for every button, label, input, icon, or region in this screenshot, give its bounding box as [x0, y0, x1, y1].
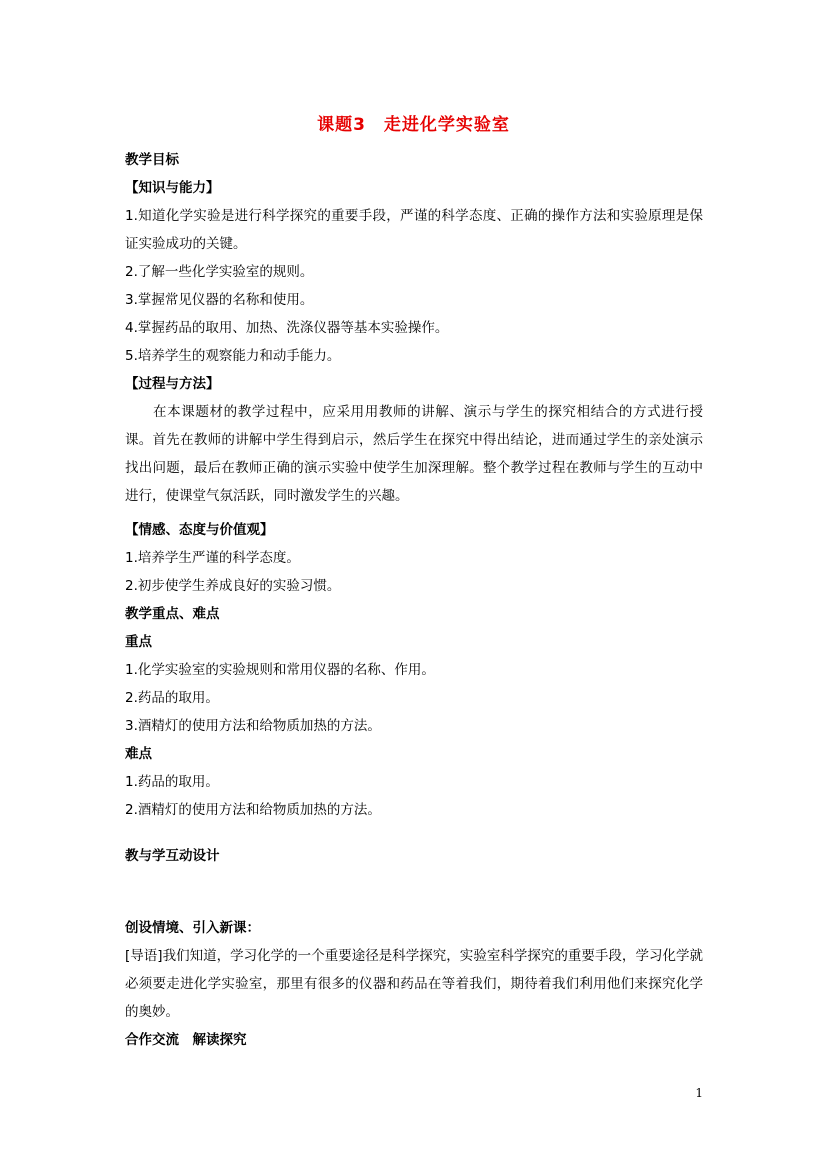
- objectives-heading: 教学目标: [125, 152, 179, 168]
- lesson-title: 课题3 走进化学实验室: [317, 115, 510, 135]
- knowledge-heading: 【知识与能力】: [125, 180, 220, 196]
- knowledge-item-2: 2.了解一些化学实验室的规则。: [125, 264, 314, 280]
- emotion-heading: 【情感、态度与价值观】: [125, 522, 274, 538]
- design-heading: 教与学互动设计: [125, 848, 220, 864]
- focus-heading: 重点: [125, 634, 152, 650]
- knowledge-item-4: 4.掌握药品的取用、加热、洗涤仪器等基本实验操作。: [125, 320, 449, 336]
- process-paragraph: 在本课题材的教学过程中，应采用用教师的讲解、演示与学生的探究相结合的方式进行授课。首先在教师的讲解中学生得到启示，然后学生在探究中得出结论，进而通过学生的亲处演示找出问题，最后在教师正确的演示实验中使学生加深理解。整个教学过程在教师与学生的互动中进行，使课堂气氛活跃，同时激发学生的兴趣。: [125, 404, 703, 504]
- intro-heading: 创设情境、引入新课：: [125, 920, 260, 936]
- knowledge-item-5: 5.培养学生的观察能力和动手能力。: [125, 348, 341, 364]
- page-number: 1: [695, 1086, 703, 1100]
- focus-item-1: 1.化学实验室的实验规则和常用仪器的名称、作用。: [125, 662, 435, 678]
- key-points-heading: 教学重点、难点: [125, 606, 220, 622]
- difficulty-item-2: 2.酒精灯的使用方法和给物质加热的方法。: [125, 802, 381, 818]
- difficulty-heading: 难点: [125, 746, 152, 762]
- knowledge-item-3: 3.掌握常见仪器的名称和使用。: [125, 292, 314, 308]
- cooperation-heading: 合作交流 解读探究: [125, 1032, 247, 1048]
- intro-paragraph: [导语]我们知道，学习化学的一个重要途径是科学探究，实验室科学探究的重要手段，学习化学就必须要走进化学实验室，那里有很多的仪器和药品在等着我们，期待着我们利用他们来探究化学的奥妙。: [125, 948, 703, 1020]
- knowledge-item-1: 1.知道化学实验是进行科学探究的重要手段，严谨的科学态度、正确的操作方法和实验原理是保证实验成功的关键。: [125, 208, 703, 252]
- difficulty-item-1: 1.药品的取用。: [125, 774, 219, 790]
- focus-item-3: 3.酒精灯的使用方法和给物质加热的方法。: [125, 718, 381, 734]
- emotion-item-2: 2.初步使学生养成良好的实验习惯。: [125, 578, 341, 594]
- emotion-item-1: 1.培养学生严谨的科学态度。: [125, 550, 300, 566]
- process-heading: 【过程与方法】: [125, 376, 220, 392]
- focus-item-2: 2.药品的取用。: [125, 690, 219, 706]
